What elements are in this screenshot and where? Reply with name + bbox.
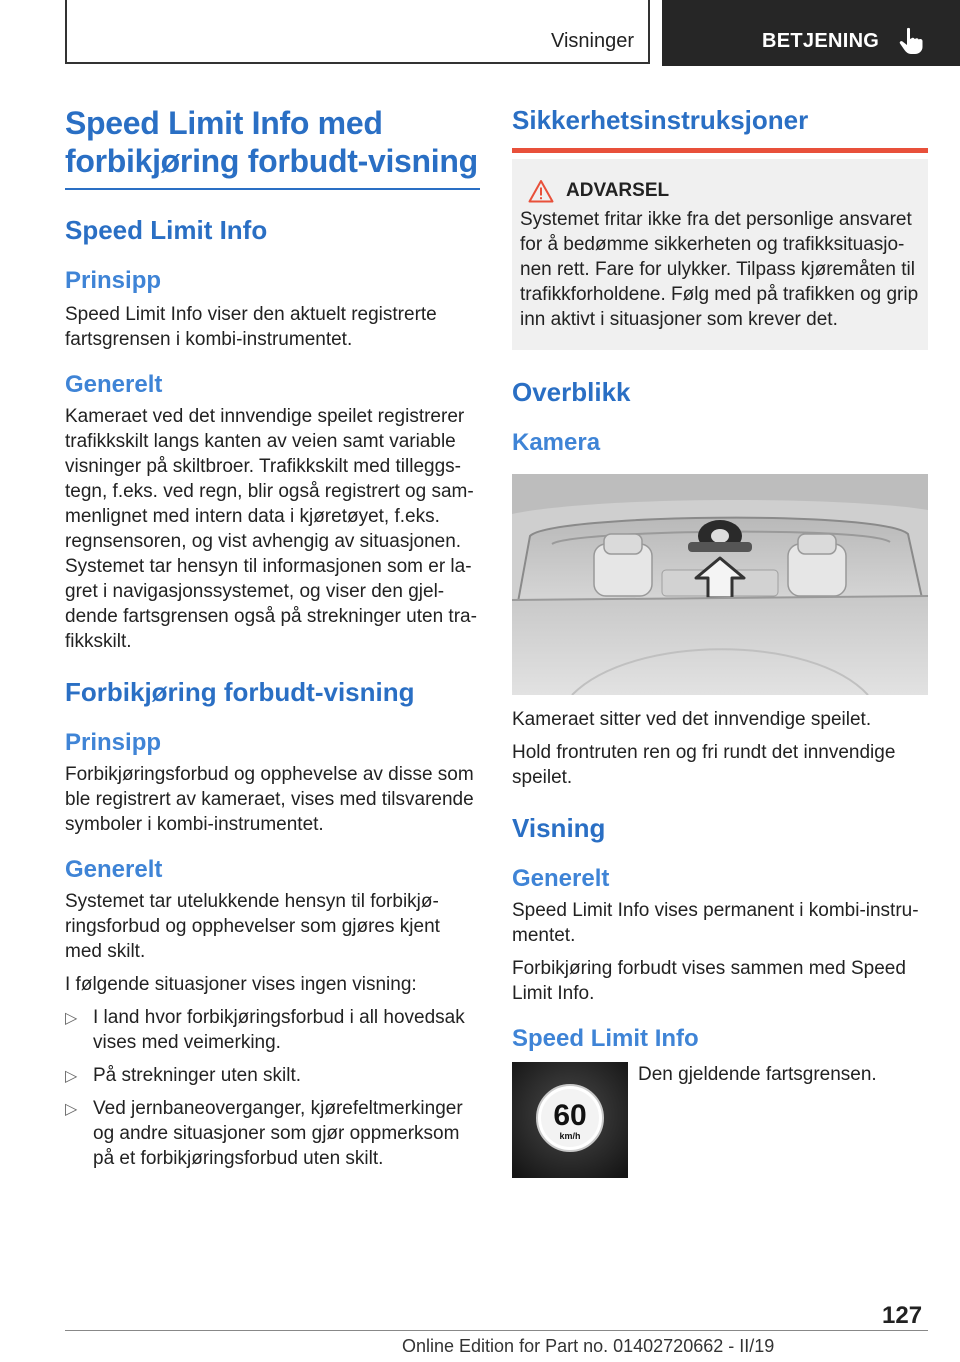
right-column — [512, 104, 928, 1178]
warning-box — [512, 159, 928, 350]
general-heading: Generelt — [65, 371, 163, 398]
page-number: 127 — [882, 1302, 923, 1329]
triangle-bullet-icon: ▷ — [65, 1101, 78, 1118]
no-passing-general-heading: Generelt — [65, 856, 163, 883]
principle-text: Speed Limit Info viser den aktuelt registrerte fartsgrensen i kombi-instrumentet. — [65, 304, 437, 350]
general-text: Kameraet ved det innvendige speilet registrerer trafikkskilt langs kanten av veien samt variable visninger på skiltbroer. Trafikkskilt med tilleggs-tegn, f.eks. ved regn, blir også registrert og sam-menlignet med intern data i kjøretøyet, f.eks. regnsensoren, og vist avhengig av situasjonen. Systemet tar hensyn til informasjonen som er la-gret i navigasjonssystemet, og viser den gjel-dende fartsgrensen også på strekninger uten tra-fikkskilt. — [65, 406, 477, 652]
triangle-bullet-icon: ▷ — [65, 1068, 78, 1085]
display-heading: Visning — [512, 813, 606, 843]
overview-heading: Overblikk — [512, 377, 631, 407]
warning-title: ADVARSEL — [566, 180, 670, 201]
sign-value: 60 — [553, 1099, 587, 1132]
safety-divider — [512, 148, 928, 153]
camera-text: Hold frontruten ren og fri rundt det innvendige speilet. — [512, 742, 896, 788]
list-item-text: På strekninger uten skilt. — [93, 1065, 302, 1086]
triangle-bullet-icon: ▷ — [65, 1010, 78, 1027]
warning-text: Systemet fritar ikke fra det personlige ansvaret for å bedømme sikkerheten og trafikksituasjo-nen rett. Fare for ulykker. Tilpass kjøremåten til trafikkforholdene. Følg med på trafikken og grip inn aktivt i situasjoner som krever det. — [520, 209, 919, 330]
speed-limit-info-heading: Speed Limit Info — [65, 215, 268, 245]
warning-triangle-icon — [528, 179, 554, 203]
list-item-text: Ved jernbaneoverganger, kjørefeltmerkinger og andre situasjoner som gjør oppmerksom på et forbikjøringsforbud uten skilt. — [93, 1098, 463, 1169]
edition-text: Online Edition for Part no. 01402720662 - II/19 — [402, 1336, 775, 1356]
list-item-text: I land hvor forbikjøringsforbud i all hovedsak vises med veimerking. — [93, 1007, 465, 1053]
list-item — [65, 1005, 480, 1055]
page-title: Speed Limit Info med forbikjøring forbudt-visning — [65, 105, 478, 179]
list-item — [65, 1063, 480, 1088]
principle-heading: Prinsipp — [65, 267, 162, 294]
exception-list — [65, 1005, 480, 1171]
camera-location-photo — [512, 474, 928, 695]
camera-caption: Kameraet sitter ved det innvendige speilet. — [512, 709, 872, 730]
camera-heading: Kamera — [512, 429, 601, 456]
display-general-text-2: Forbikjøring forbudt vises sammen med Speed Limit Info. — [512, 958, 906, 1004]
left-column — [65, 104, 480, 1179]
speed-limit-sign-icon — [512, 1062, 628, 1178]
no-passing-principle-heading: Prinsipp — [65, 729, 162, 756]
footer-divider — [65, 1330, 928, 1331]
sli-heading: Speed Limit Info — [512, 1025, 699, 1052]
no-passing-heading: Forbikjøring forbudt-visning — [65, 677, 415, 707]
chapter-title: BETJENING — [762, 30, 880, 52]
sli-text: Den gjeldende fartsgrensen. — [638, 1064, 877, 1085]
list-item — [65, 1096, 480, 1171]
no-passing-principle-text: Forbikjøringsforbud og opphevelse av disse som ble registrert av kameraet, vises med tilsvarende symboler i kombi-instrumentet. — [65, 764, 474, 835]
sli-row — [512, 1062, 928, 1178]
list-intro: I følgende situasjoner vises ingen visning: — [65, 974, 417, 995]
sign-unit: km/h — [559, 1131, 581, 1141]
display-general-text: Speed Limit Info vises permanent i kombi-instru-mentet. — [512, 900, 919, 946]
title-divider — [65, 188, 480, 190]
safety-heading: Sikkerhetsinstruksjoner — [512, 105, 809, 135]
pointing-hand-icon — [898, 27, 924, 55]
chapter-tab[interactable] — [662, 0, 960, 66]
header-section-box — [65, 0, 650, 64]
display-general-heading: Generelt — [512, 865, 610, 892]
no-passing-general-text: Systemet tar utelukkende hensyn til forbikjø-ringsforbud og opphevelser som gjøres kjent med skilt. — [65, 891, 440, 962]
section-title: Visninger — [550, 30, 634, 52]
